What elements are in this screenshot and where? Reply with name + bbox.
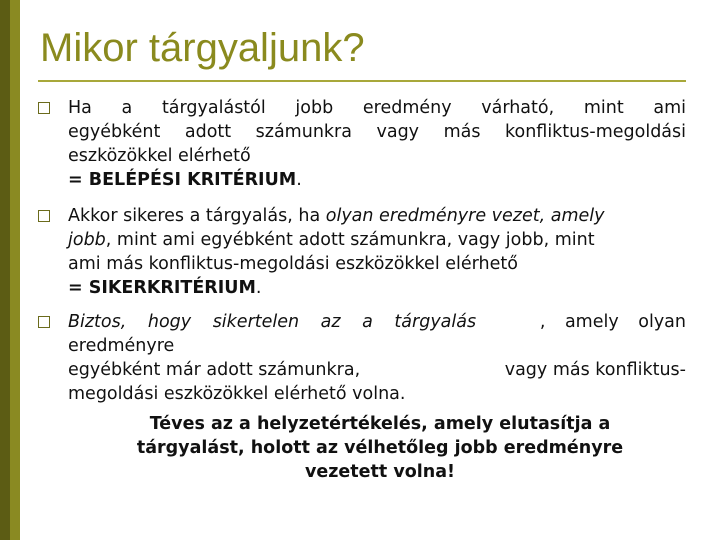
- bullet-2-line-1-a: Akkor sikeres a tárgyalás, ha: [68, 206, 326, 226]
- entry-criterion: = BELÉPÉSI KRITÉRIUM: [68, 170, 297, 190]
- bullet-3-line-1-b: , amely olyan: [539, 312, 686, 332]
- bullet-3-line-3: [68, 358, 686, 382]
- bullet-3-line-2: eredményre: [68, 336, 175, 356]
- bullet-2-line-2-a: jobb: [68, 230, 106, 250]
- bullet-2-line-1-b: olyan eredményre vezet, amely: [325, 206, 605, 226]
- bullet-2-line-2: [68, 228, 686, 252]
- bullet-1-text: [68, 96, 686, 192]
- bullet-3-line-3-b: vagy más konfliktus-: [504, 360, 686, 380]
- bullet-3-line-4: megoldási eszközökkel elérhető volna.: [68, 384, 406, 404]
- bullet-marker-3: [38, 316, 50, 328]
- title-divider: [38, 80, 686, 82]
- criterion-period: .: [296, 170, 302, 190]
- bullet-marker-2: [38, 210, 50, 222]
- sidebar-accent-bar: [0, 0, 20, 540]
- success-criterion: = SIKERKRITÉRIUM: [68, 278, 256, 298]
- bullet-1-criterion: [68, 168, 686, 192]
- bullet-1-line-3: eszközökkel elérhető: [68, 146, 251, 166]
- bullet-2-line-3: ami más konfliktus-megoldási eszközökkel elérhető: [68, 254, 518, 274]
- conclusion-line-3: vezetett volna!: [304, 462, 456, 482]
- bullet-marker-1: [38, 102, 50, 114]
- bullet-3-line-1-a: Biztos, hogy sikertelen az a tárgyalás: [68, 312, 477, 332]
- bullet-2-line-2-b: , mint ami egyébként adott számunkra, vagy jobb, mint: [105, 230, 595, 250]
- conclusion-line-2: tárgyalást, holott az vélhetőleg jobb eredményre: [136, 438, 624, 458]
- bullet-2-text: [68, 204, 686, 300]
- bullet-1-line-1: Ha a tárgyalástól jobb eredmény várható, mint ami: [68, 98, 686, 118]
- bullet-2-criterion: [68, 276, 686, 300]
- conclusion-line-1: Téves az a helyzetértékelés, amely elutasítja a: [149, 414, 611, 434]
- bullet-2-line-1: [68, 204, 686, 228]
- bullet-3-line-3-a: egyébként már adott számunkra,: [68, 360, 361, 380]
- criterion-period: .: [255, 278, 262, 298]
- bullet-1-line-2: egyébként adott számunkra vagy más konfliktus-megoldási: [68, 122, 686, 142]
- bullet-3-line-1: [68, 310, 686, 334]
- page-title: Mikor tárgyaljunk?: [40, 26, 365, 70]
- bullet-3-text: [68, 310, 686, 406]
- conclusion-text: [80, 412, 680, 484]
